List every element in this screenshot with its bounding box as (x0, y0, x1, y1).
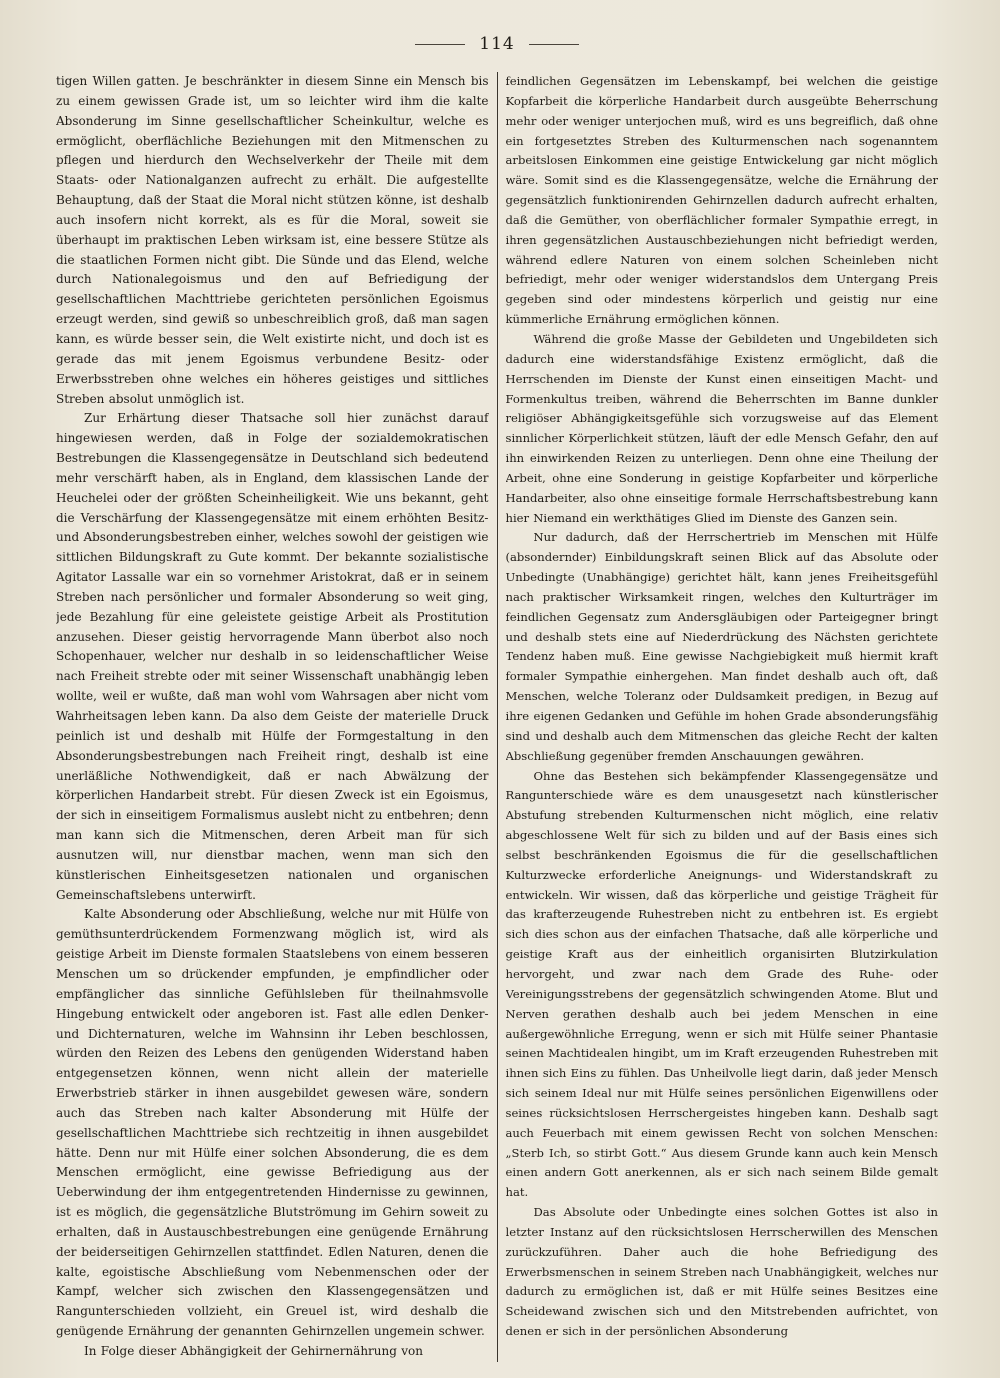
page-header (56, 32, 938, 56)
header-rule-right (529, 44, 579, 45)
right-paragraph-2: Während die große Masse der Gebildeten und Ungebildeten sich dadurch eine widerstandsfähige Existenz ermöglicht, daß die Herrschenden im Dienste der Kunst einen einseitigen Macht- und Formenkultus treiben, während die Beherrschten im Banne dunkler religiöser Abhängigkeitsgefühle sich vorzugsweise auf das Element sinnlicher Körperlichkeit stützen, läuft der edle Mensch Gefahr, den auf ihn einwirkenden Reizen zu unterliegen. Denn ohne eine Theilung der Arbeit, ohne eine Sonderung in geistige Kopfarbeiter und körperliche Handarbeiter, also ohne einseitige formale Herrschaftsbestrebung kann hier Niemand ein werkthätiges Glied im Dienste des Ganzen sein. (505, 331, 938, 525)
right-paragraph-3: Nur dadurch, daß der Herrschertrieb im Menschen mit Hülfe (absondernder) Einbildungskraft seinen Blick auf das Absolute oder Unbedingte (Unabhängige) gerichtet hält, kann jenes Freiheitsgefühl nach praktischer Wirksamkeit ringen, welches den Kulturträger im feindlichen Gegensatz zum Andersgläubigen oder Parteigegner bringt und deshalb stets eine auf Niederdrückung des Nächsten gerichtete Tendenz haben muß. Eine gewisse Nachgiebigkeit muß hiermit kraft formaler Sympathie einhergehen. Man findet deshalb auch oft, daß Menschen, welche Toleranz oder Duldsamkeit predigen, in Bezug auf ihre eigenen Gedanken und Gefühle im hohen Grade absonderungsfähig sind und deshalb auch dem Mitmenschen das gleiche Recht der kalten Abschließung gegenüber fremden Anschauungen gewähren. (505, 530, 938, 763)
header-rule-left (415, 44, 465, 45)
left-paragraph-2: Zur Erhärtung dieser Thatsache soll hier zunächst darauf hingewiesen werden, daß in Folge der sozialdemokratischen Bestrebungen die Klassengegensätze in Deutschland sich bedeutend mehr verschärft haben, als in England, dem klassischen Lande der Heuchelei oder der größten Scheinheiligkeit. Wie uns bekannt, geht die Verschärfung der Klassengegensätze mit einem erhöhten Besitz- und Absonderungsbestreben einher, welches sowohl der geistigen wie sittlichen Bildungskraft zu Gute kommt. Der bekannte sozialistische Agitator Lassalle war ein so vornehmer Aristokrat, daß er in seinem Streben nach persönlicher und formaler Absonderung so weit ging, jede Bezahlung für eine geleistete geistige Arbeit als Prostitution anzusehen. Dieser geistig hervorragende Mann überbot also noch Schopenhauer, welcher nur deshalb in so leidenschaftlicher Weise nach Freiheit strebte oder mit seiner Wissenschaft unabhängig leben wollte, weil er wußte, daß man wohl vom Wahrsagen aber nicht vom Wahrheitsagen leben kann. Da also dem Geiste der materielle Druck peinlich ist und deshalb mit Hülfe der Formgestaltung in den Absonderungsbestrebungen nach Freiheit ringt, deshalb ist eine unerläßliche Nothwendigkeit, daß er nach Abwälzung der körperlichen Handarbeit strebt. Für diesen Zweck ist ein Egoismus, der sich in einseitigem Formalismus auslebt nicht zu entbehren; denn man kann sich die Mitmenschen, deren Arbeit man für sich ausnutzen will, nur dienstbar machen, wenn man sich den künstlerischen Einheitsgesetzen nationalen und organischen Gemeinschaftslebens unterwirft. (56, 411, 489, 902)
left-paragraph-3: Kalte Absonderung oder Abschließung, welche nur mit Hülfe von gemüthsunterdrückendem Formenzwang möglich ist, wird als geistige Arbeit im Dienste formalen Staatslebens von einem besseren Menschen um so drückender empfunden, je empfindlicher oder empfänglicher das sinnliche Gefühlsleben für theilnahmsvolle Hingebung entwickelt oder angeboren ist. Fast alle edlen Denker- und Dichternaturen, welche im Wahnsinn ihr Leben beschlossen, würden den Reizen des Lebens den genügenden Widerstand haben entgegensetzen können, wenn nicht allein der materielle Erwerbstrieb stärker in ihnen ausgebildet gewesen wäre, sondern auch das Streben nach kalter Absonderung mit Hülfe der gesellschaftlichen Machttriebe sich rechtzeitig in ihnen ausgebildet hätte. Denn nur mit Hülfe einer solchen Absonderung, die es dem Menschen ermöglicht, eine gewisse Befriedigung aus der Ueberwindung der ihm entgegentretenden Hindernisse zu gewinnen, ist es möglich, die gegensätzliche Blutströmung im Gehirn soweit zu erhalten, daß in Austauschbestrebungen eine genügende Ernährung der beiderseitigen Gehirnzellen stattfindet. Edlen Naturen, denen die kalte, egoistische Abschließung vom Nebenmenschen oder der Kampf, welcher sich zwischen den Klassengegensätzen und Rangunterschieden vollzieht, ein Greuel ist, wird deshalb die genügende Ernährung der genannten Gehirnzellen ungemein schwer. (56, 907, 489, 1339)
right-column (506, 72, 939, 1362)
text-columns (56, 72, 938, 1362)
page-number: 114 (479, 34, 515, 54)
right-paragraph-1: feindlichen Gegensätzen im Lebenskampf, bei welchen die geistige Kopfarbeit die körperliche Handarbeit durch ausgeübte Beherrschung mehr oder weniger unterjochen muß, wird es uns begreiflich, daß ohne ein fortgesetztes Streben des Kulturmenschen nach sogenanntem arbeitslosen Einkommen eine geistige Entwickelung gar nicht möglich wäre. Somit sind es die Klassengegensätze, welche die Ernährung der gegensätzlich funktionirenden Gehirnzellen dadurch aufrecht erhalten, daß die Gemüther, von oberflächlicher formaler Sympathie erregt, in ihren gegensätzlichen Austauschbeziehungen nicht befriedigt werden, während edlere Naturen von einem solchen Scheinleben nicht befriedigt, mehr oder weniger widerstandslos dem Untergang Preis gegeben sind oder mindestens körperlich und geistig nur eine kümmerliche Ernährung ermöglichen können. (505, 74, 938, 327)
right-paragraph-5: Das Absolute oder Unbedingte eines solchen Gottes ist also in letzter Instanz auf den rücksichtslosen Herrscherwillen des Menschen zurückzuführen. Daher auch die hohe Befriedigung des Erwerbsmenschen in seinem Streben nach Unabhängigkeit, welches nur dadurch zu ermöglichen ist, daß er mit Hülfe seines Besitzes eine Scheidewand zwischen sich und den Mitstrebenden aufrichtet, von denen er sich in der persönlichen Absonderung (505, 1205, 938, 1339)
column-divider (497, 72, 498, 1362)
left-column (56, 72, 489, 1362)
right-paragraph-4: Ohne das Bestehen sich bekämpfender Klassengegensätze und Rangunterschiede wäre es dem unausgesetzt nach künstlerischer Abstufung strebenden Kulturmenschen nicht möglich, eine relativ abgeschlossene Welt für sich zu bilden und auf der Basis eines sich selbst beschränkenden Egoismus die für die gesellschaftlichen Kulturzwecke erforderliche Aneignungs- und Widerstandskraft zu entwickeln. Wir wissen, daß das körperliche und geistige Trägheit für das krafterzeugende Ruhestreben nicht zu entbehren ist. Es ergiebt sich dies schon aus der einfachen Thatsache, daß alle körperliche und geistige Kraft aus der einheitlich organisirten Blutzirkulation hervorgeht, und zwar nach dem Grade des Ruhe- oder Vereinigungsstrebens der gegensätzlich schwingenden Atome. Blut und Nerven gerathen deshalb auch bei jedem Menschen in eine außergewöhnliche Erregung, wenn er sich mit Hülfe seiner Phantasie seinen Machtidealen hingibt, um im Kraft erzeugenden Ruhestreben mit ihnen sich Eins zu fühlen. Das Unheilvolle liegt darin, daß jeder Mensch sich seinem Ideal nur mit Hülfe seines persönlichen Eigenwillens oder seines rücksichtslosen Herrschergeistes hingeben kann. Deshalb sagt auch Feuerbach mit einem gewissen Recht von solchen Menschen: „Sterb Ich, so stirbt Gott.“ Aus diesem Grunde kann auch kein Mensch einen andern Gott anerkennen, als er sich nach seinem Bilde gemalt hat. (505, 768, 938, 1200)
left-paragraph-4: In Folge dieser Abhängigkeit der Gehirnernährung von (84, 1344, 423, 1358)
left-paragraph-1: tigen Willen gatten. Je beschränkter in diesem Sinne ein Mensch bis zu einem gewissen Grade ist, um so leichter wird ihm die kalte Absonderung im Sinne gesellschaftlicher Scheinkultur, welche es ermöglicht, oberflächliche Beziehungen mit den Mitmenschen zu pflegen und hierdurch den Wechselverkehr der Theile mit dem Staats- oder Nationalganzen aufrecht zu erhält. Die aufgestellte Behauptung, daß der Staat die Moral nicht stützen könne, ist deshalb auch insofern nicht korrekt, als es für die Moral, soweit sie überhaupt im praktischen Leben wirksam ist, eine bessere Stütze als die staatlichen Formen nicht gibt. Die Sünde und das Elend, welche durch Nationalegoismus und den auf Befriedigung der gesellschaftlichen Machttriebe gerichteten persönlichen Egoismus erzeugt werden, sind gewiß so unbeschreiblich groß, daß man sagen kann, es würde besser sein, die Welt existirte nicht, und doch ist es gerade das mit jenem Egoismus verbundene Besitz- oder Erwerbsstreben ohne welches ein höheres geistiges und sittliches Streben absolut unmöglich ist. (56, 74, 489, 406)
